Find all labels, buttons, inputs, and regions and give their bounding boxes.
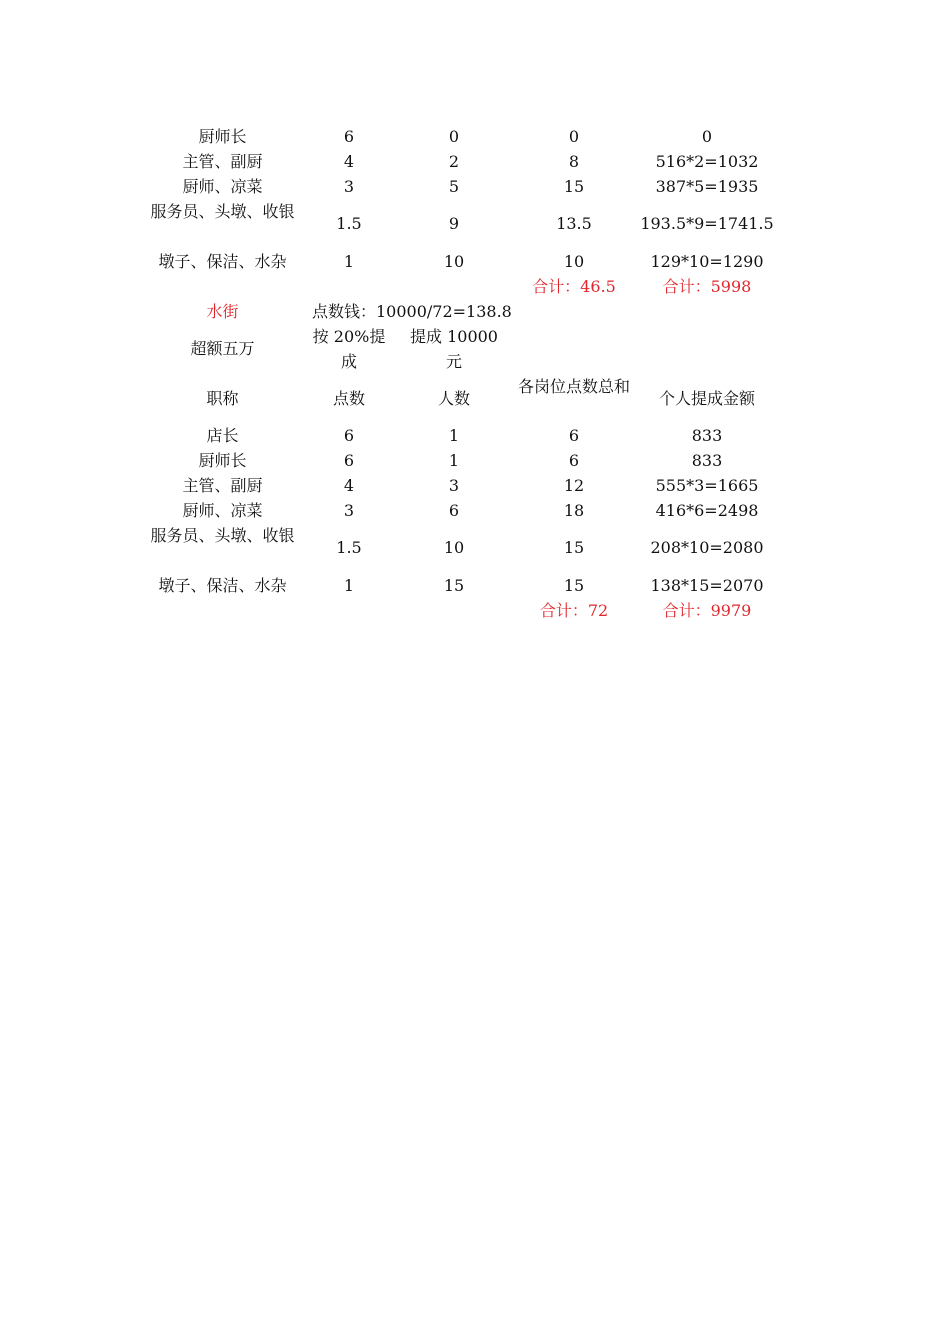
table2-cell: 10 xyxy=(443,538,465,557)
table2-total-amount: 合计：9979 xyxy=(662,601,752,620)
table1-cell: 厨师长 xyxy=(198,127,247,146)
table2-cell: 服务员、头墩、收银 xyxy=(150,526,295,545)
table2-cell: 墩子、保洁、水杂 xyxy=(158,576,287,595)
table2-cell: 1 xyxy=(448,426,460,445)
table2-total-points: 合计：72 xyxy=(539,601,609,620)
condition-label: 超额五万 xyxy=(190,339,255,358)
table1-total-points: 合计：46.5 xyxy=(532,277,616,296)
table2-cell: 店长 xyxy=(206,426,239,445)
table2-cell: 12 xyxy=(563,476,585,495)
table2-cell: 833 xyxy=(691,451,723,470)
table1-cell: 129*10=1290 xyxy=(650,252,764,271)
table1-cell: 0 xyxy=(448,127,460,146)
table2-cell: 6 xyxy=(568,426,580,445)
table1-cell: 9 xyxy=(448,214,460,233)
table2-cell: 6 xyxy=(568,451,580,470)
table2-cell: 1 xyxy=(448,451,460,470)
table1-cell: 厨师、凉菜 xyxy=(182,177,263,196)
table1-cell: 2 xyxy=(448,152,460,171)
rate-label: 按 20%提成 xyxy=(312,327,386,371)
table1-cell: 0 xyxy=(568,127,580,146)
table2-cell: 6 xyxy=(448,501,460,520)
table1-total-amount: 合计：5998 xyxy=(662,277,752,296)
table2-cell: 15 xyxy=(563,538,585,557)
table1-cell: 1.5 xyxy=(336,214,362,233)
table2-cell: 555*3=1665 xyxy=(655,476,759,495)
table2-header: 人数 xyxy=(437,389,470,408)
table2-cell: 833 xyxy=(691,426,723,445)
table2-cell: 主管、副厨 xyxy=(182,476,263,495)
table1-cell: 4 xyxy=(343,152,355,171)
table1-cell: 6 xyxy=(343,127,355,146)
table1-cell: 墩子、保洁、水杂 xyxy=(158,252,287,271)
commission-label: 提成 10000 元 xyxy=(410,327,498,371)
table1-cell: 15 xyxy=(563,177,585,196)
table1-cell: 1 xyxy=(343,252,355,271)
table1-cell: 服务员、头墩、收银 xyxy=(150,202,295,221)
table2-cell: 4 xyxy=(343,476,355,495)
table2-header: 个人提成金额 xyxy=(658,389,755,408)
table2-cell: 18 xyxy=(563,501,585,520)
table1-cell: 13.5 xyxy=(556,214,592,233)
table1-cell: 5 xyxy=(448,177,460,196)
table2-cell: 厨师、凉菜 xyxy=(182,501,263,520)
table2-cell: 1 xyxy=(343,576,355,595)
table1-cell: 主管、副厨 xyxy=(182,152,263,171)
table2-header: 各岗位点数总和 xyxy=(518,377,631,396)
table2-cell: 15 xyxy=(563,576,585,595)
table2-cell: 6 xyxy=(343,426,355,445)
table2-header: 点数 xyxy=(332,389,365,408)
table2-cell: 208*10=2080 xyxy=(650,538,764,557)
table2-cell: 厨师长 xyxy=(198,451,247,470)
table1-cell: 0 xyxy=(701,127,713,146)
table2-cell: 15 xyxy=(443,576,465,595)
point-value-formula: 点数钱：10000/72=138.8 xyxy=(312,302,512,321)
table1-cell: 10 xyxy=(563,252,585,271)
table1-cell: 387*5=1935 xyxy=(655,177,759,196)
store-name: 水街 xyxy=(206,302,239,321)
table1-cell: 3 xyxy=(343,177,355,196)
table1-cell: 10 xyxy=(443,252,465,271)
table2-cell: 416*6=2498 xyxy=(655,501,759,520)
table2-cell: 138*15=2070 xyxy=(650,576,764,595)
table1-cell: 193.5*9=1741.5 xyxy=(640,214,774,233)
table2-header: 职称 xyxy=(206,389,239,408)
table2-cell: 3 xyxy=(448,476,460,495)
table2-cell: 6 xyxy=(343,451,355,470)
table1-cell: 8 xyxy=(568,152,580,171)
table1-cell: 516*2=1032 xyxy=(655,152,759,171)
table2-cell: 3 xyxy=(343,501,355,520)
table2-cell: 1.5 xyxy=(336,538,362,557)
